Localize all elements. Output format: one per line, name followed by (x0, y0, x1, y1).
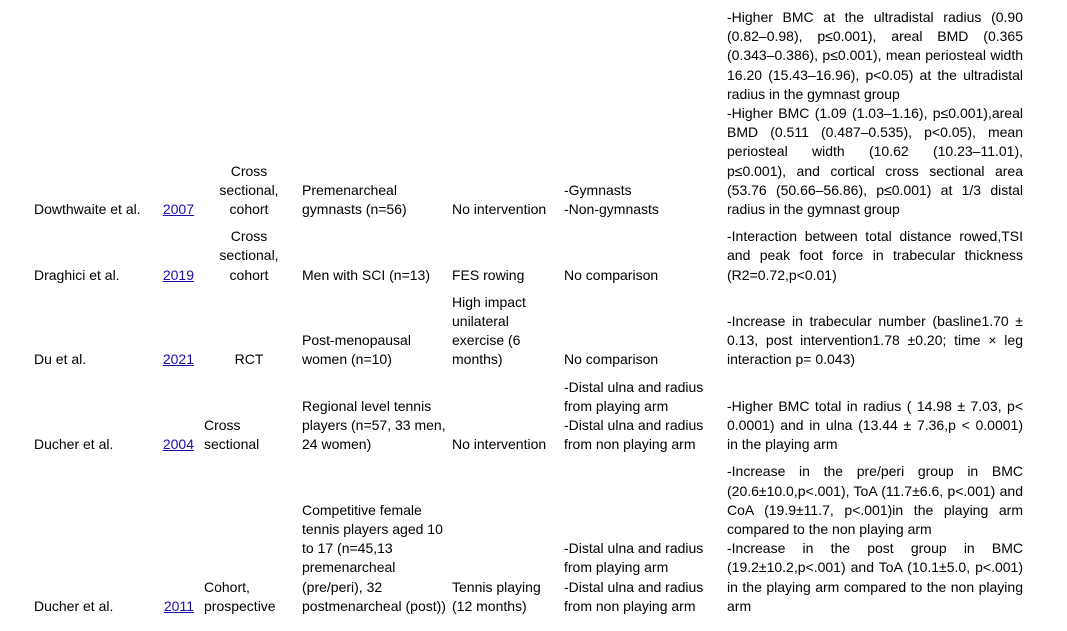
table-row (28, 462, 1023, 616)
author-cell: Du et al. (34, 351, 87, 368)
author-cell: Dowthwaite et al. (34, 201, 141, 218)
year-cell (146, 462, 204, 616)
results-cell: -Higher BMC total in radius ( 14.98 ± 7.03, p< 0.0001) and in ulna (13.44 ± 7.36,p < 0.0001) in the playing arm (727, 397, 1023, 453)
year-link[interactable]: 2021 (162, 351, 194, 368)
population-cell: Men with SCI (n=13) (302, 266, 430, 283)
intervention-cell: Tennis playing (12 months) (452, 578, 541, 614)
year-cell (146, 8, 204, 219)
intervention-cell: High impact unilateral exercise (6 months) (452, 293, 526, 368)
year-link[interactable]: 2004 (162, 436, 194, 453)
intervention-cell: No intervention (452, 201, 547, 218)
design-cell: Cross sectional, cohort (219, 162, 279, 218)
year-link[interactable]: 2019 (162, 266, 194, 283)
author-cell: Draghici et al. (34, 266, 120, 283)
year-cell (146, 378, 204, 455)
author-cell: Ducher et al. (34, 597, 114, 614)
population-cell: Premenarcheal gymnasts (n=56) (302, 181, 407, 218)
comparison-cell: -Distal ulna and radius from playing arm -Distal ulna and radius from non playing arm (564, 378, 704, 453)
table-row (28, 227, 1023, 285)
design-cell: Cross sectional (204, 417, 260, 453)
population-cell: Post-menopausal women (n=10) (302, 332, 411, 368)
year-link[interactable]: 2011 (163, 597, 194, 614)
design-cell: Cross sectional, cohort (219, 228, 279, 283)
intervention-cell: No intervention (452, 436, 547, 453)
table-row (28, 8, 1023, 219)
population-cell: Regional level tennis players (n=57, 33 men, 24 women) (302, 397, 446, 453)
year-cell (146, 227, 204, 285)
year-cell (146, 293, 204, 370)
table-row (28, 293, 1023, 370)
population-cell: Competitive female tennis players aged 10 to 17 (n=45,13 premenarcheal (pre/peri), 32 postmenarcheal (post)) (302, 501, 446, 614)
comparison-cell: -Distal ulna and radius from playing arm -Distal ulna and radius from non playing arm (564, 540, 704, 614)
results-cell: -Increase in the pre/peri group in BMC (20.6±10.0,p<.001), ToA (11.7±6.6, p<.001) and CoA (19.9±11.7, p<.001)in the playing arm compared to the non playing arm -Increase in the post group in BMC (19.2±10.2,p<.001) and ToA (10.1±5.0, p<.001) in the playing arm compared to the non playing arm (727, 463, 1023, 614)
design-cell: Cohort, prospective (204, 578, 276, 614)
results-cell: -Increase in trabecular number (basline1.70 ± 0.13, post intervention1.78 ±0.20; time × leg interaction p= 0.043) (727, 313, 1023, 368)
intervention-cell: FES rowing (452, 266, 525, 283)
comparison-cell: -Gymnasts -Non-gymnasts (564, 181, 659, 218)
comparison-cell: No comparison (564, 351, 659, 368)
results-cell: -Higher BMC at the ultradistal radius (0.90 (0.82–0.98), p≤0.001), areal BMD (0.365 (0.343–0.386), p≤0.001), mean periosteal width 16.20 (15.43–16.96), p<0.05) at the ultradistal radius in the gymnast group -Higher BMC (1.09 (1.03–1.16), p≤0.001),areal BMD (0.511 (0.487–0.535), p<0.05), mean periosteal width (10.62 (10.23–11.01), p≤0.001), and cortical cross sectional area (53.76 (50.66–56.86), p≤0.001) at 1/3 distal radius in the gymnast group (727, 9, 1023, 218)
table-row (28, 378, 1023, 455)
year-link[interactable]: 2007 (162, 201, 194, 218)
comparison-cell: No comparison (564, 266, 659, 283)
studies-table (28, 8, 1023, 616)
results-cell: -Interaction between total distance rowed,TSI and peak foot force in trabecular thickness (R2=0.72,p<0.01) (727, 228, 1023, 283)
author-cell: Ducher et al. (34, 436, 114, 453)
design-cell: RCT (234, 351, 264, 368)
